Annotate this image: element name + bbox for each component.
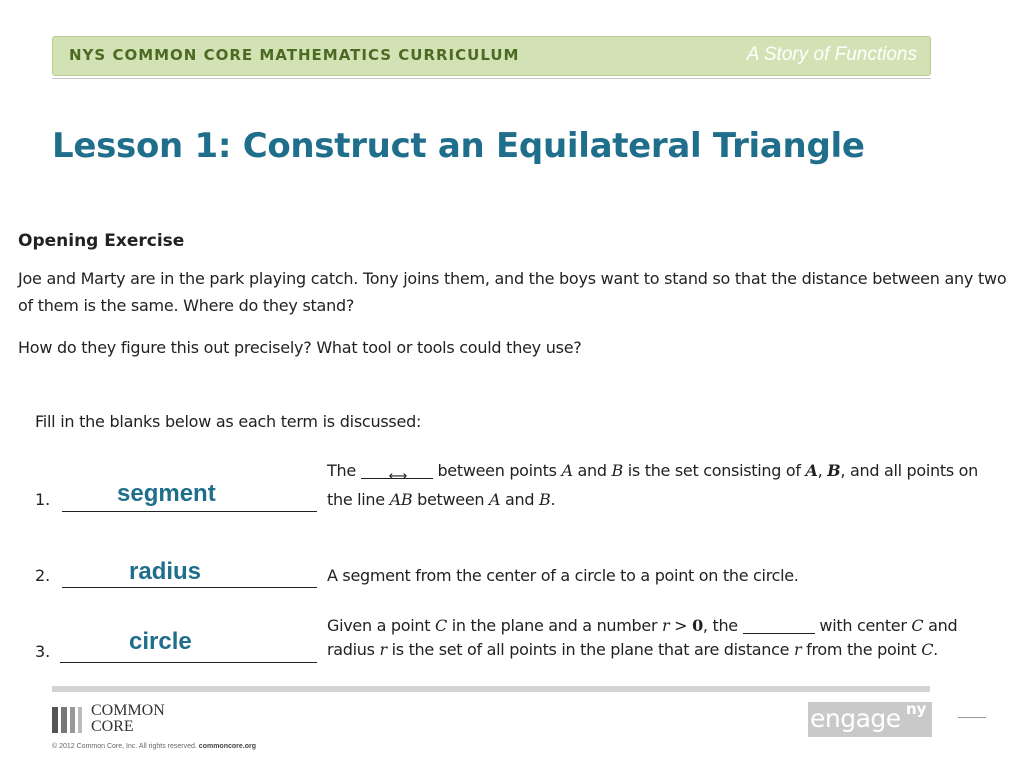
engageny-logo [808, 702, 932, 737]
term-number-3: 3. [35, 642, 51, 661]
lesson-title: Lesson 1: Construct an Equilateral Triangle [52, 126, 865, 166]
decorative-dash [958, 717, 986, 718]
term-answer-3: circle [129, 628, 192, 655]
line-ab-notation: ⟷ AB [390, 485, 413, 514]
definition-blank [743, 618, 815, 634]
term-number-2: 2. [35, 566, 51, 585]
term-number-1: 1. [35, 490, 51, 509]
term-blank-1[interactable] [62, 511, 317, 512]
copyright-notice: © 2012 Common Core, Inc. All rights reserved. commoncore.org [52, 743, 256, 750]
fill-in-instructions: Fill in the blanks below as each term is discussed: [35, 412, 422, 431]
term-definition-1: The between points A and B is the set consisting of A, B, and all points on the line ⟷ AB between A and B. [327, 456, 1007, 514]
engage-superscript: ny [906, 700, 927, 718]
term-answer-2: radius [129, 558, 202, 585]
opening-exercise-paragraph-1: Joe and Marty are in the park playing catch. Tony joins them, and the boys want to stand so that the distance between any two of them is the same. Where do they stand? [18, 269, 1007, 315]
term-definition-2: A segment from the center of a circle to a point on the circle. [327, 566, 799, 585]
logo-line-2: CORE [91, 718, 134, 735]
module-title: A Story of Functions [746, 44, 917, 65]
term-blank-2[interactable] [62, 587, 317, 588]
term-answer-1: segment [117, 480, 216, 507]
curriculum-header-bar [52, 36, 931, 76]
opening-exercise-paragraph-2: How do they figure this out precisely? What tool or tools could they use? [18, 338, 582, 357]
footer-divider [52, 686, 930, 692]
term-blank-3[interactable] [60, 662, 317, 663]
term-definition-3: Given a point C in the plane and a number r > 0, the with center C and radius r is the set of all points in the plane that are distance r from the point C. [327, 616, 958, 659]
opening-exercise-heading: Opening Exercise [18, 231, 185, 251]
header-divider [52, 78, 931, 79]
copyright-site-link[interactable]: commoncore.org [198, 743, 256, 750]
common-core-bars-icon [52, 707, 84, 733]
engage-wordmark: engage [810, 704, 901, 733]
curriculum-title: NYS COMMON CORE MATHEMATICS CURRICULUM [69, 46, 520, 64]
logo-line-1: COMMON [91, 702, 165, 719]
